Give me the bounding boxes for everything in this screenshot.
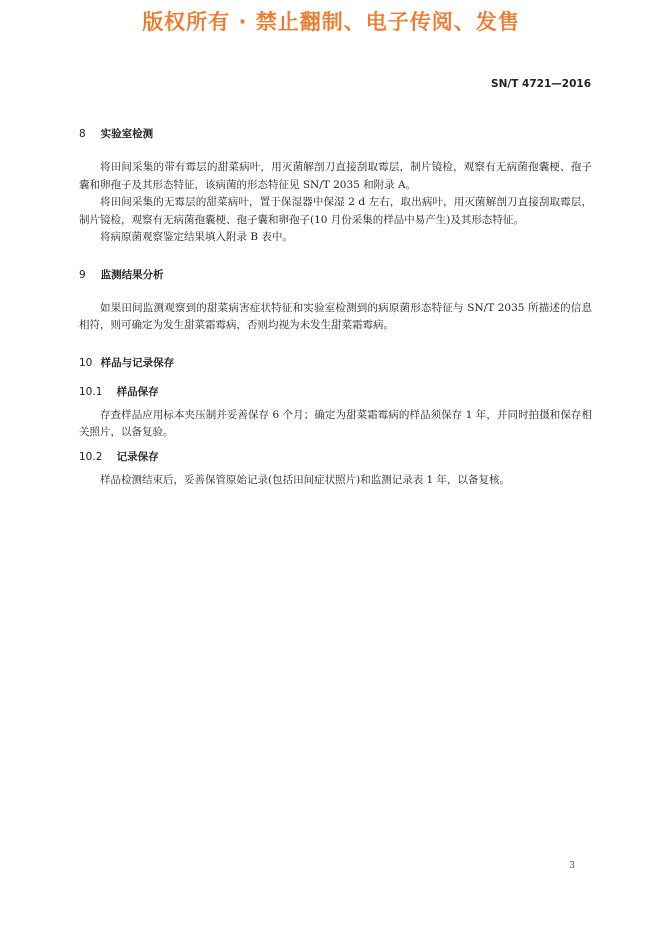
paragraph: 将田间采集的无霉层的甜菜病叶，置于保湿器中保湿 2 d 左右，取出病叶，用灭菌解剖刀直接刮取霉层，制片镜检，观察有无病菌孢囊梗、孢子囊和卵孢子(10 月份采集的样品中易产生)及其形态特征。 bbox=[79, 196, 592, 226]
section-10-heading bbox=[79, 355, 592, 371]
section-title: 样品与记录保存 bbox=[100, 356, 175, 369]
section-title: 记录保存 bbox=[116, 450, 159, 463]
section-number: 10.1 bbox=[79, 385, 103, 398]
paragraph: 存查样品应用标本夹压制并妥善保存 6 个月；确定为甜菜霜霉病的样品须保存 1 年，并同时拍摄和保存相关照片，以备复验。 bbox=[79, 408, 592, 438]
paragraph: 如果田间监测观察到的甜菜病害症状特征和实验室检测到的病原菌形态特征与 SN/T 2035 所描述的信息相符，则可确定为发生甜菜霜霉病，否则均视为未发生甜菜霜霉病。 bbox=[79, 301, 592, 331]
section-title: 样品保存 bbox=[116, 385, 159, 398]
document-body bbox=[79, 126, 592, 489]
section-number: 9 bbox=[79, 268, 86, 281]
paragraph: 样品检测结束后，妥善保管原始记录(包括田间症状照片)和监测记录表 1 年，以备复核。 bbox=[100, 473, 511, 486]
section-10-2-heading bbox=[79, 449, 592, 465]
section-number: 10.2 bbox=[79, 450, 103, 463]
section-number: 8 bbox=[79, 128, 86, 140]
section-8-heading bbox=[79, 126, 592, 142]
copyright-watermark: 版权所有 · 禁止翻制、电子传阅、发售 bbox=[142, 10, 520, 34]
section-title: 监测结果分析 bbox=[100, 268, 164, 281]
section-10-1-heading bbox=[79, 384, 592, 400]
standard-code: SN/T 4721—2016 bbox=[491, 78, 591, 90]
page-number: 3 bbox=[569, 861, 575, 871]
section-number: 10 bbox=[79, 356, 93, 369]
paragraph: 将田间采集的带有霉层的甜菜病叶，用灭菌解剖刀直接刮取霉层，制片镜检，观察有无病菌孢囊梗、孢子囊和卵孢子及其形态特征，该病菌的形态特征见 SN/T 2035 和附录 A。 bbox=[79, 161, 592, 191]
section-title: 实验室检测 bbox=[100, 128, 154, 140]
section-9-heading bbox=[79, 267, 592, 283]
paragraph: 将病原菌观察鉴定结果填入附录 B 表中。 bbox=[100, 231, 293, 243]
